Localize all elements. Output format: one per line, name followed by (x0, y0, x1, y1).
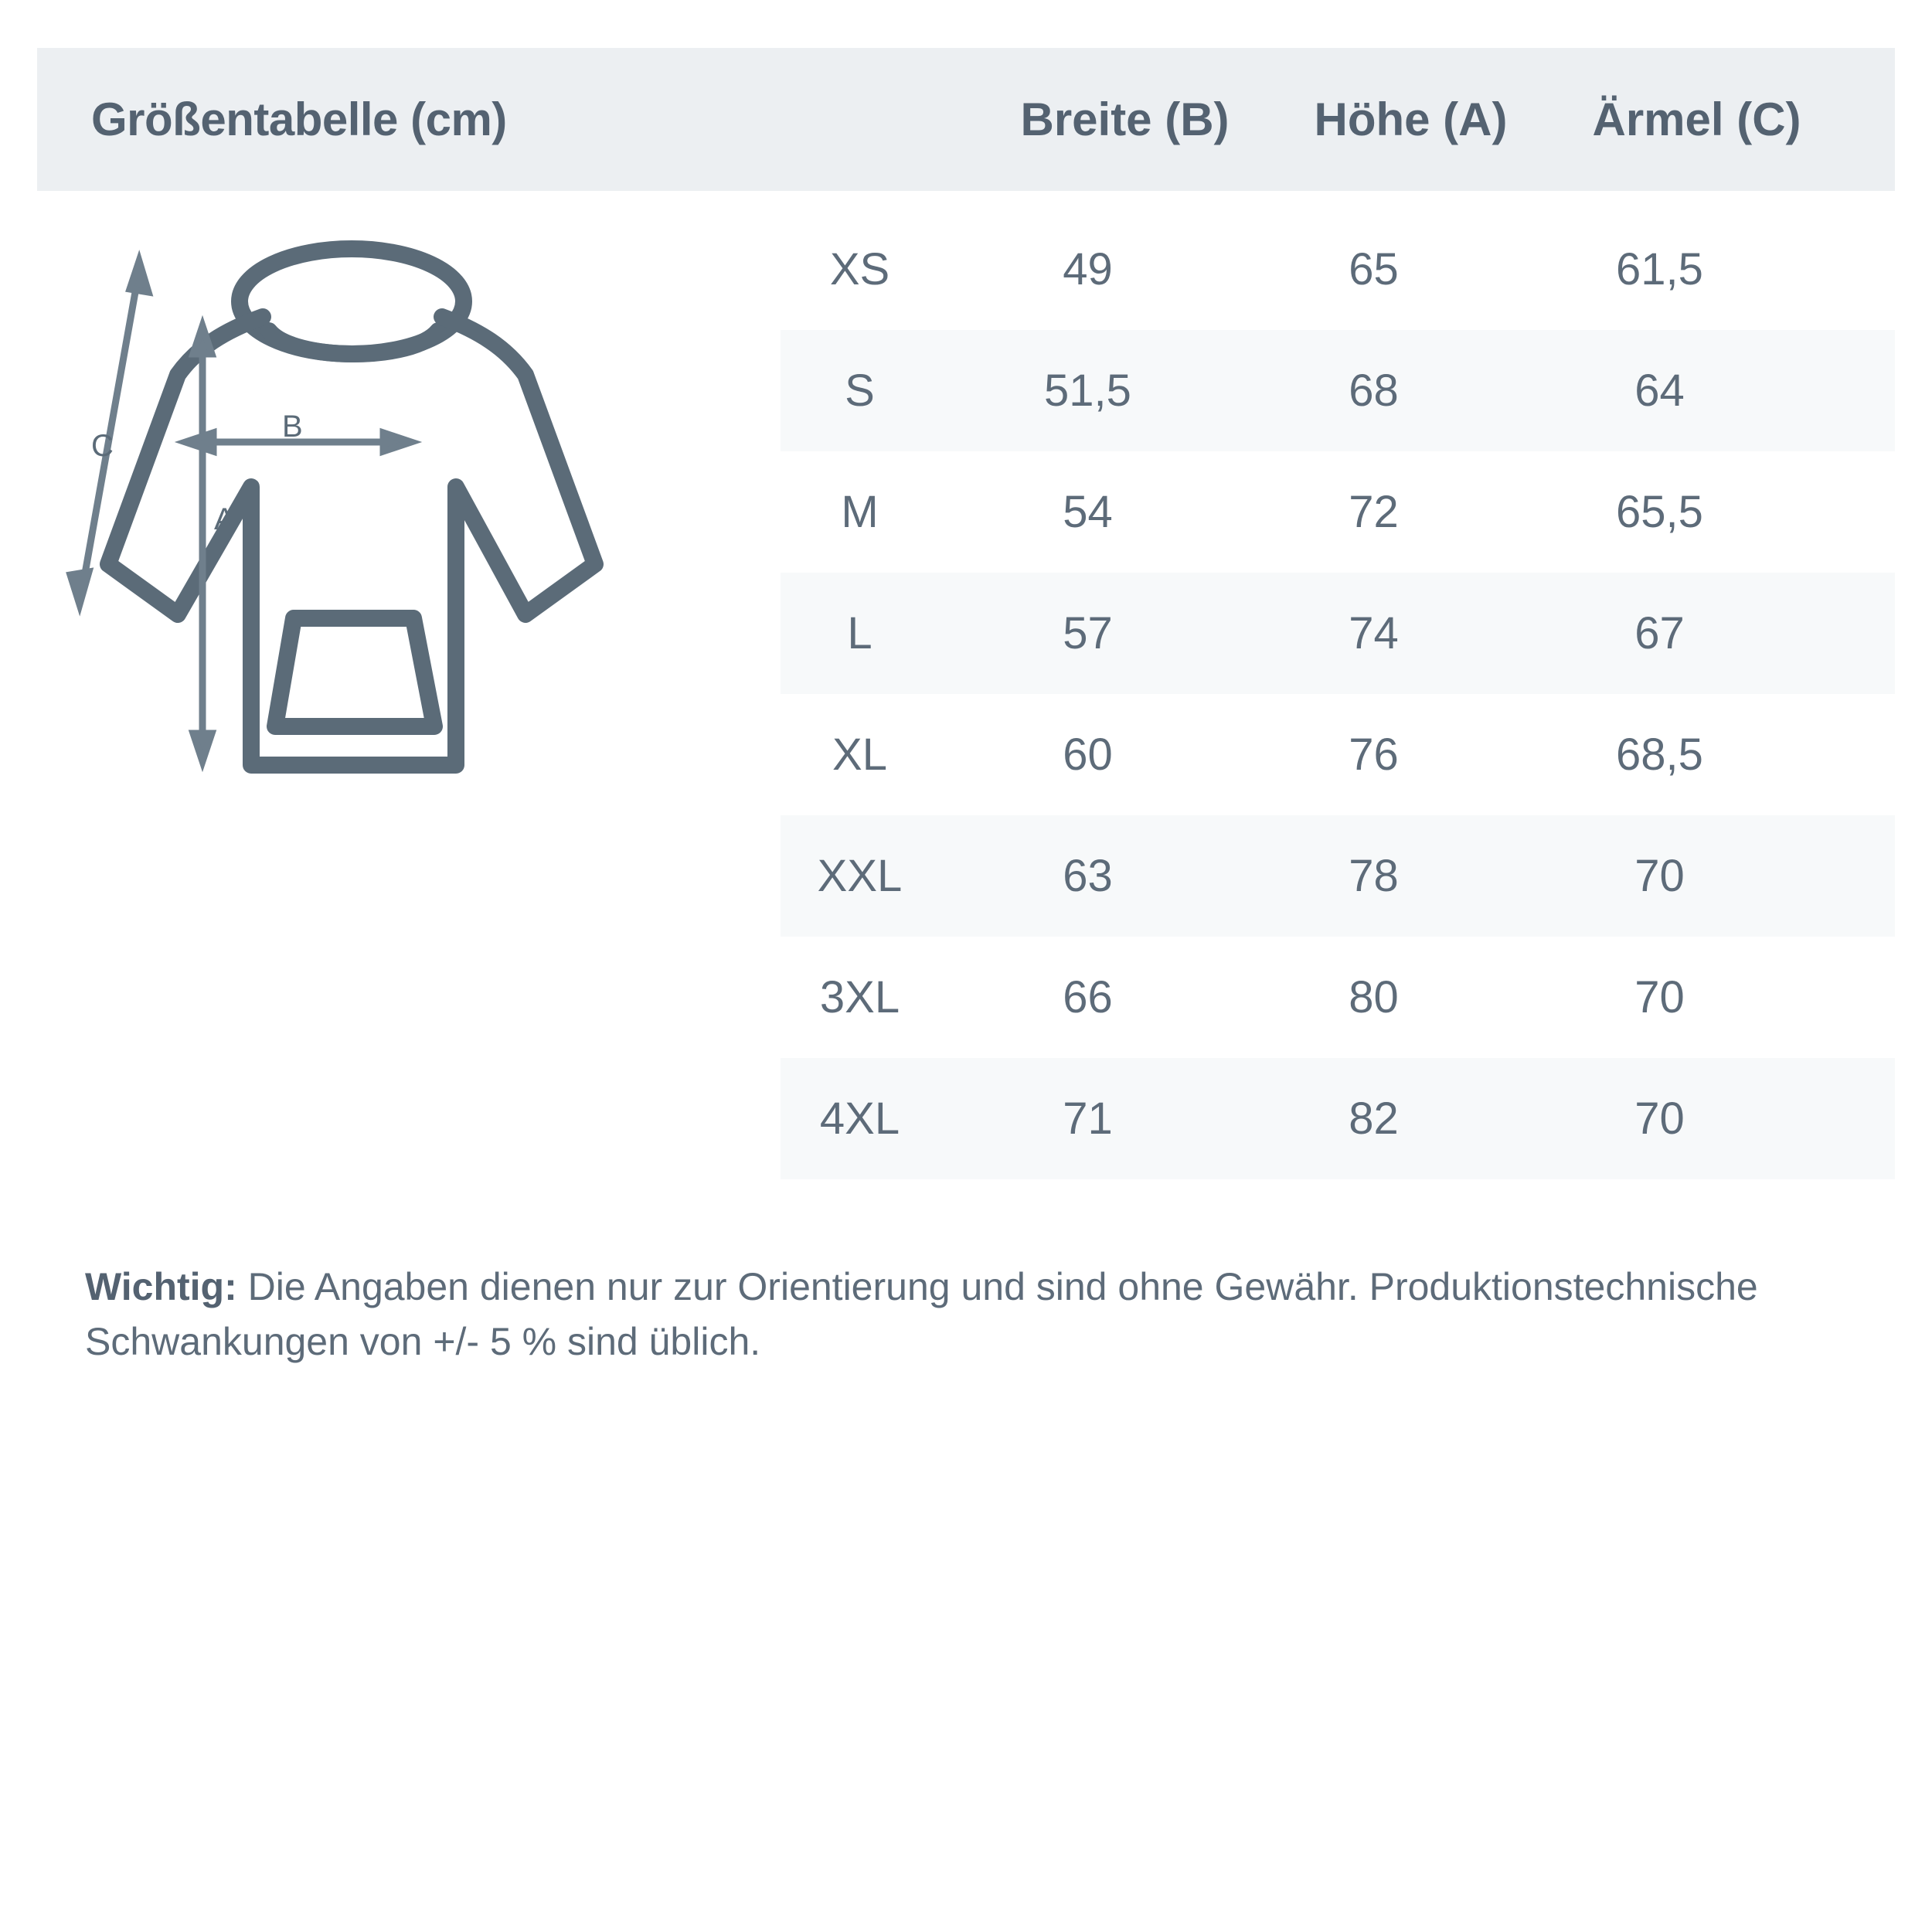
cell-breite: 57 (1063, 608, 1113, 658)
column-header-hoehe: Höhe (A) (1314, 94, 1508, 145)
cell-size: XXL (817, 851, 903, 901)
cell-size: L (847, 608, 872, 658)
cell-breite: 71 (1063, 1094, 1113, 1144)
cell-aermel: 70 (1634, 851, 1685, 901)
cell-size: 4XL (819, 1094, 900, 1144)
cell-size: XS (829, 244, 890, 294)
cell-size: M (841, 487, 879, 537)
cell-hoehe: 76 (1349, 730, 1399, 780)
table-row (781, 451, 1895, 573)
cell-hoehe: 74 (1349, 608, 1399, 658)
table-row (781, 694, 1895, 815)
cell-aermel: 67 (1634, 608, 1685, 658)
table-row (781, 330, 1895, 451)
page-title: Größentabelle (cm) (91, 94, 507, 145)
cell-breite: 54 (1063, 487, 1113, 537)
cell-breite: 60 (1063, 730, 1113, 780)
disclaimer-label: Wichtig: (85, 1265, 237, 1308)
label-sleeve: C (91, 429, 114, 463)
column-headers (818, 48, 1895, 191)
column-header-breite: Breite (B) (1020, 94, 1230, 145)
cell-size: S (845, 366, 875, 416)
cell-hoehe: 65 (1349, 244, 1399, 294)
cell-hoehe: 82 (1349, 1094, 1399, 1144)
cell-breite: 66 (1063, 972, 1113, 1022)
label-width: B (282, 410, 303, 444)
table-header-bar (37, 48, 1895, 191)
cell-aermel: 70 (1634, 1094, 1685, 1144)
cell-aermel: 70 (1634, 972, 1685, 1022)
cell-breite: 51,5 (1044, 366, 1131, 416)
column-header-aermel: Ärmel (C) (1592, 94, 1801, 145)
table-row (781, 937, 1895, 1058)
disclaimer-text: Die Angaben dienen nur zur Orientierung und sind ohne Gewähr. Produktionstechnische Schwankungen von +/- 5 % sind üblich. (85, 1265, 1758, 1363)
table-row (781, 209, 1895, 330)
cell-aermel: 65,5 (1616, 487, 1703, 537)
disclaimer-note (85, 1260, 1862, 1369)
cell-size: 3XL (819, 972, 900, 1022)
cell-hoehe: 78 (1349, 851, 1399, 901)
hoodie-measurement-diagram (62, 232, 781, 819)
cell-breite: 49 (1063, 244, 1113, 294)
size-table (781, 209, 1895, 1179)
cell-aermel: 68,5 (1616, 730, 1703, 780)
cell-aermel: 61,5 (1616, 244, 1703, 294)
table-row (781, 1058, 1895, 1179)
cell-aermel: 64 (1634, 366, 1685, 416)
label-height-visible: A (214, 502, 235, 536)
cell-hoehe: 80 (1349, 972, 1399, 1022)
cell-size: XL (832, 730, 887, 780)
cell-hoehe: 68 (1349, 366, 1399, 416)
cell-hoehe: 72 (1349, 487, 1399, 537)
cell-breite: 63 (1063, 851, 1113, 901)
table-row (781, 815, 1895, 937)
table-row (781, 573, 1895, 694)
